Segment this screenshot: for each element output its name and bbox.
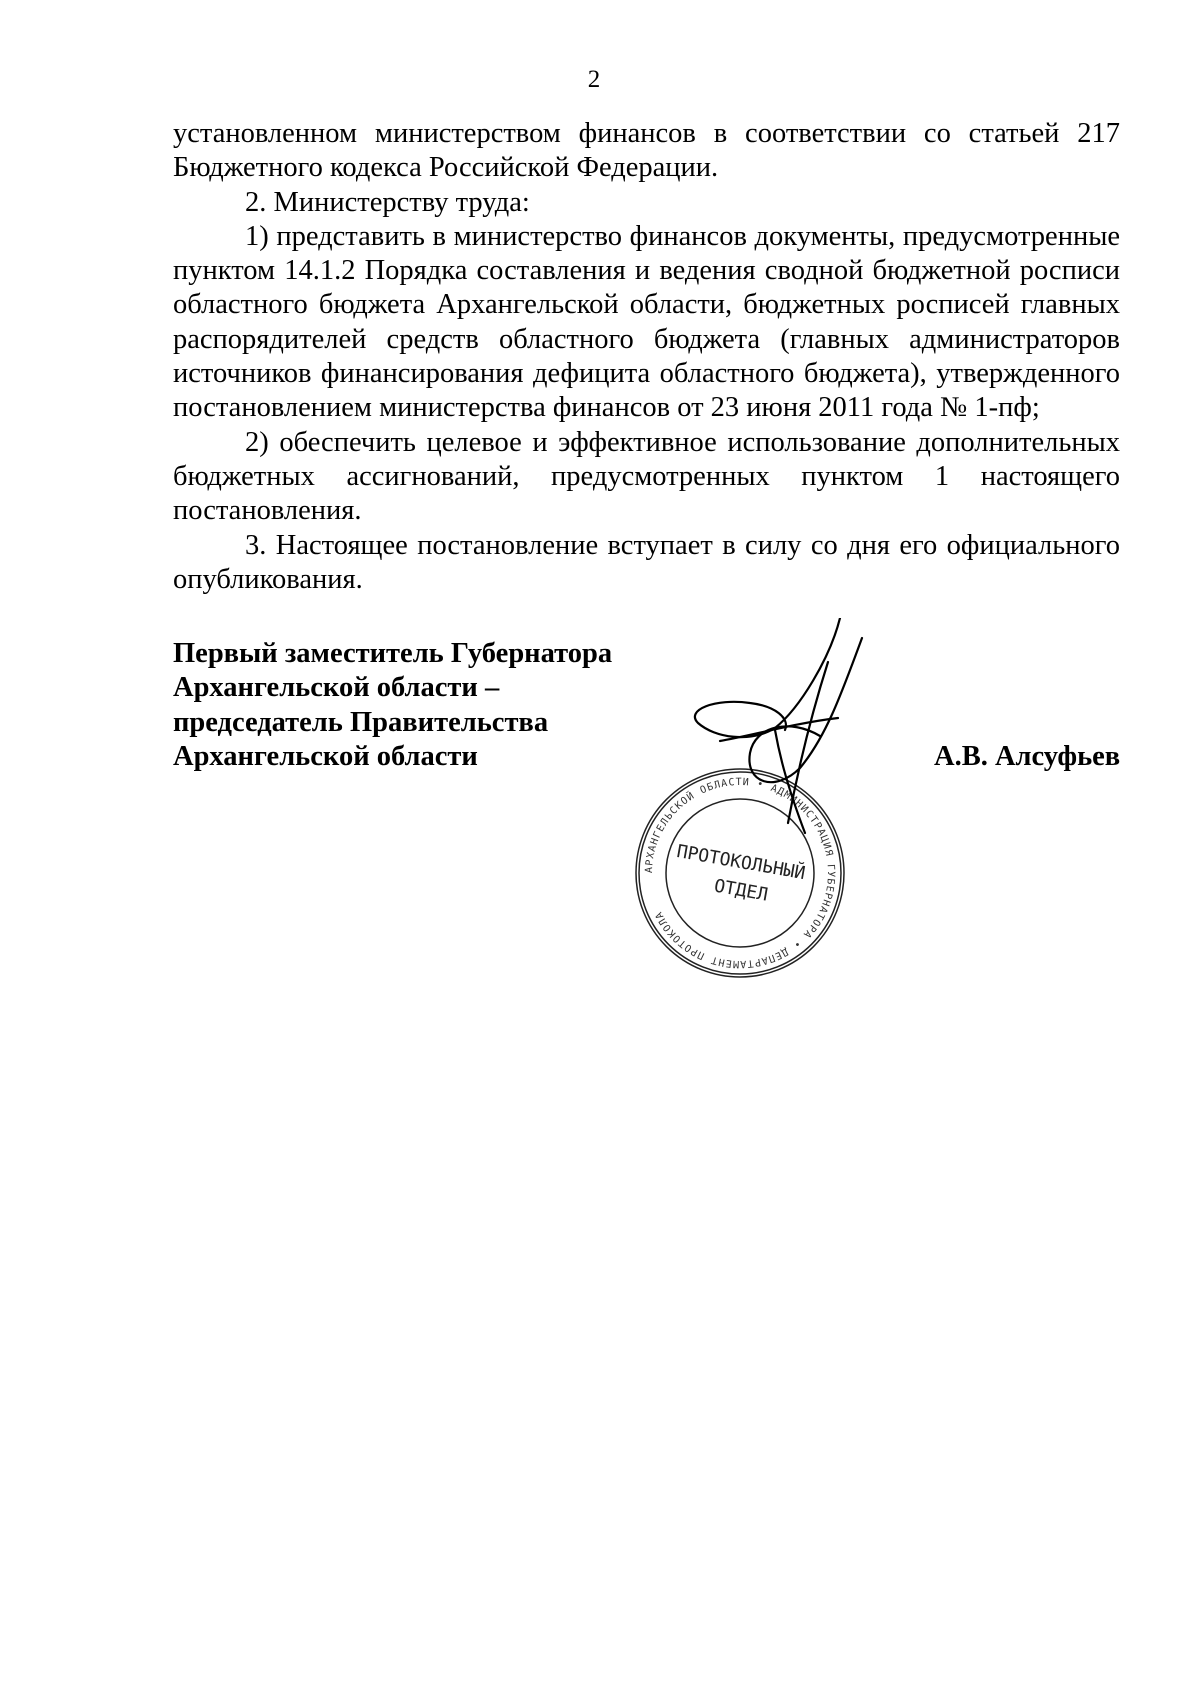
seal-ring-text-path: АРХАНГЕЛЬСКОЙ ОБЛАСТИ • АДМИНИСТРАЦИЯ ГУБЕРНАТОРА • ДЕПАРТАМЕНТ ПРОТОКОЛА bbox=[643, 776, 837, 970]
paragraph-item-2: 2. Министерству труда: bbox=[245, 186, 530, 218]
seal-center-line-2: ОТДЕЛ bbox=[712, 875, 770, 906]
signatory-name: А.В. Алсуфьев bbox=[934, 741, 1121, 772]
paragraph-item-3: 3. Настоящее постановление вступает в силу со дня его официального опубликования. bbox=[173, 529, 1120, 595]
paragraph-continuation: установленном министерством финансов в соответствии со статьей 217 Бюджетного кодекса Российской Федерации. bbox=[173, 118, 1120, 184]
document-body bbox=[173, 117, 1120, 597]
signatory-position-line: Архангельской области – bbox=[173, 672, 500, 704]
paragraph-item-2-2: 2) обеспечить целевое и эффективное использование дополнительных бюджетных ассигнований, предусмотренных пунктом 1 настоящего постановления. bbox=[173, 426, 1120, 527]
paragraph-item-2-1: 1) представить в министерство финансов документы, предусмотренные пунктом 14.1.2 Порядка составления и ведения сводной бюджетной росписи областного бюджета Архангельской области, бюджетных росписей главных распорядителей средств областного бюджета (главных администраторов источников финансирования дефицита областного бюджета), утвержденного постановлением министерства финансов от 23 июня 2011 года № 1-пф; bbox=[173, 220, 1120, 424]
handwritten-signature bbox=[695, 618, 862, 833]
signatory-position-line: Архангельской области bbox=[173, 740, 478, 772]
signatory-position-line: Первый заместитель Губернатора bbox=[173, 638, 613, 669]
page-number: 2 bbox=[587, 66, 601, 93]
seal-center-line-1: ПРОТОКОЛЬНЫЙ bbox=[675, 840, 807, 885]
seal-stamp-and-signature bbox=[600, 618, 880, 978]
signatory-position-line: председатель Правительства bbox=[173, 706, 549, 738]
